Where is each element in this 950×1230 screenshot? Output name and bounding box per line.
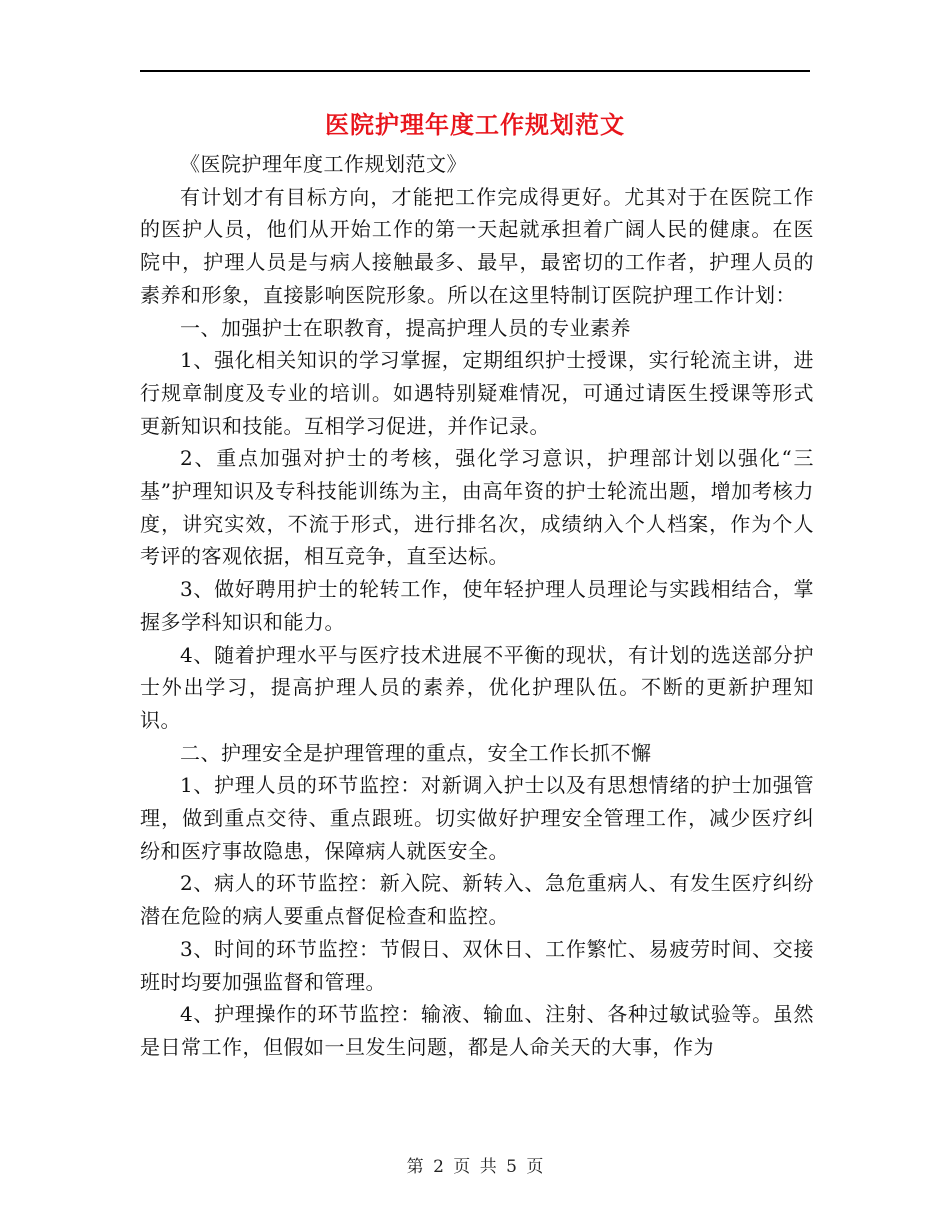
paragraph-2-2: 2、病人的环节监控：新入院、新转入、急危重病人、有发生医疗纠纷潜在危险的病人要重点督促检查和监控。 <box>140 871 814 929</box>
paragraph-book-title: 《医院护理年度工作规划范文》 <box>180 152 467 176</box>
paragraph-1-2: 2、重点加强对护士的考核，强化学习意识，护理部计划以强化“三基”护理知识及专科技能训练为主，由高年资的护士轮流出题，增加考核力度，讲究实效，不流于形式，进行排名次，成绩纳入个人档案，作为个人考评的客观依据，相互竞争，直至达标。 <box>140 446 814 569</box>
paragraph-intro: 有计划才有目标方向，才能把工作完成得更好。尤其对于在医院工作的医护人员，他们从开始工作的第一天起就承担着广阔人民的健康。在医院中，护理人员是与病人接触最多、最早，最密切的工作者，护理人员的素养和形象，直接影响医院形象。所以在这里特制订医院护理工作计划： <box>140 184 814 307</box>
page-number: 第 2 页 共 5 页 <box>406 1157 544 1177</box>
document-title: 医院护理年度工作规划范文 <box>325 110 625 139</box>
section-heading-2: 二、护理安全是护理管理的重点，安全工作长抓不懈 <box>180 740 652 765</box>
document-body <box>140 148 814 1064</box>
paragraph-1-1: 1、强化相关知识的学习掌握，定期组织护士授课，实行轮流主讲，进行规章制度及专业的培训。如遇特别疑难情况，可通过请医生授课等形式更新知识和技能。互相学习促进，并作记录。 <box>140 348 814 438</box>
paragraph-1-3: 3、做好聘用护士的轮转工作，使年轻护理人员理论与实践相结合，掌握多学科知识和能力。 <box>140 577 814 634</box>
paragraph-2-3: 3、时间的环节监控：节假日、双休日、工作繁忙、易疲劳时间、交接班时均要加强监督和管理。 <box>140 936 814 994</box>
paragraph-2-4: 4、护理操作的环节监控：输液、输血、注射、各种过敏试验等。虽然是日常工作，但假如一旦发生问题，都是人命关天的大事，作为 <box>140 1002 814 1059</box>
paragraph-2-1: 1、护理人员的环节监控：对新调入护士以及有思想情绪的护士加强管理，做到重点交待、重点跟班。切实做好护理安全管理工作，减少医疗纠纷和医疗事故隐患，保障病人就医安全。 <box>140 773 814 863</box>
paragraph-1-4: 4、随着护理水平与医疗技术进展不平衡的现状，有计划的选送部分护士外出学习，提高护理人员的素养，优化护理队伍。不断的更新护理知识。 <box>140 642 814 732</box>
section-heading-1: 一、加强护士在职教育，提高护理人员的专业素养 <box>180 315 631 340</box>
header-rule <box>140 70 810 72</box>
